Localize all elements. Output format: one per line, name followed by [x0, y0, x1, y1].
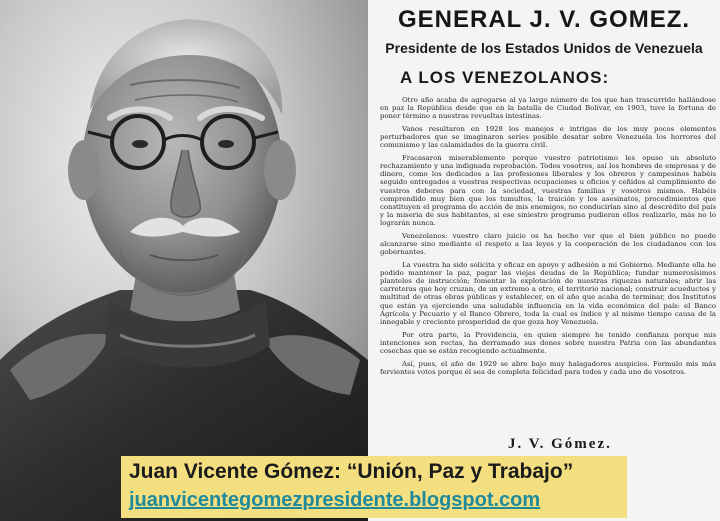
blog-link[interactable]: juanvicentegomezpresidente.blogspot.com [129, 489, 541, 511]
paragraph: La vuestra ha sido solícita y eficaz en apoyo y adhesión a mi Gobierno. Mediante ella he podido mantener la paz, pagar las viejas deudas de la República; fundar numerosísimos planteles de instrucción; fomentar la explotación de nuestras riquezas naturales; abrir las carreteras que hoy cruzan, de un extremo a otro, el territorio nacional; construir acueductos y multitud de otras obras públicas y establecer, en el año que acaba de terminar, dos Institutos que están ya ejerciendo una saludable influencia en la vida económica del país: el Banco Agrícola y Pecuario y el Banco Obrero, toda la cual es índice y al mismo tiempo causa de la innegable y creciente prosperidad de que goza hoy Venezuela. [380, 260, 716, 326]
paragraph: Fracasaron miserablemente porque vuestro patriotismo les opuso un absoluto rechazamiento y una indignada reprobación. Todos vosotros, así los hombres de empresas y de dinero, como los dedicados a las profesiones liberales y los obreros y campesinos habéis seguido entregados a vuestras respectivas ocupaciones u oficios y ceñidos al cumplimiento de vuestros deberes para con la sociedad, vuestras familias y vosotros mismos. Habéis comprendido muy bien que los tumultos, la traición y los asesinatos, procedimientos que constituyen el programa de acción de mis enemigos, no conducirían sino al descrédito del país y la miseria de sus habitantes, si ese siniestro programa pudieran ellos realizarlo, más no lo lograrán nunca. [380, 153, 716, 228]
paragraph: Por otra parte, la Providencia, en quien siempre he tenido confianza porque mis intenciones son rectas, ha derramado sus dones sobre nuestra Patria con las abundantes cosechas que se están recogiendo actualmente. [380, 330, 716, 355]
paragraph: Otro año acaba de agregarse al ya largo número de los que han trascurrido hallándose en paz la República desde que en la batalla de Ciudad Bolívar, en 1903, tuve la fortuna de poner término a nuestras revueltas intestinas. [380, 96, 716, 121]
document-signature: J. V. Gómez. [508, 436, 612, 452]
paragraph: Venezolanos: vuestro claro juicio os ha hecho ver que el bien público no puede alcanzarse sino mediante el respeto a las leyes y la cooperación de los ciudadanos con los gobernantes. [380, 231, 716, 257]
banner-headline: Juan Vicente Gómez: “Unión, Paz y Trabajo” [129, 460, 574, 483]
caption-banner [121, 456, 627, 518]
document-salutation: A LOS VENEZOLANOS: [400, 68, 610, 87]
document-subtitle: Presidente de los Estados Unidos de Venezuela [385, 40, 703, 56]
proclamation-document [368, 0, 720, 521]
paragraph: Vanos resultaron en 1928 los manejos e intrigas de los muy pocos elementos perturbadores que se imaginaron seríes posible desatar sobre Venezuela los horrores del comunismo y las calamidades de la guerra civil. [380, 124, 716, 150]
paragraph: Así, pues, el año de 1929 se abre bajo muy halagadores auspicios. Formulo mis más fervientes votos porque él sea de completa felicidad para todos y cada uno de vosotros. [380, 359, 716, 376]
document-body [380, 96, 716, 380]
document-title: GENERAL J. V. GOMEZ. [397, 6, 691, 33]
